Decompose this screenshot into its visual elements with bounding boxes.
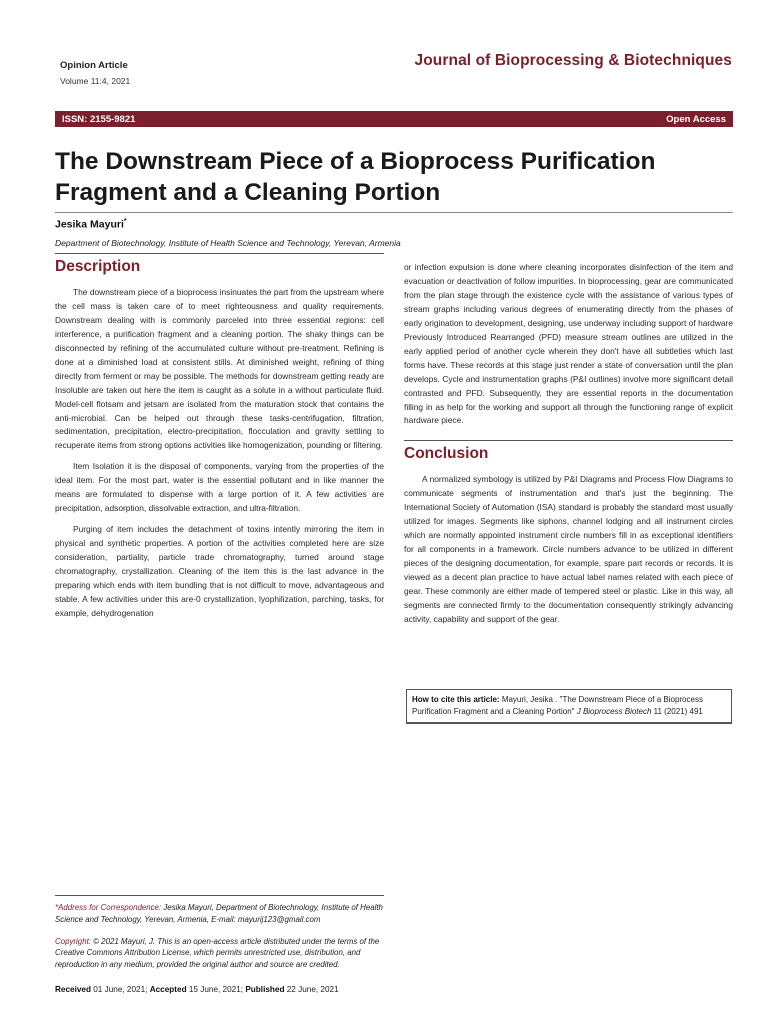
accepted-label: Accepted (149, 984, 187, 994)
author-mark: * (123, 218, 127, 225)
published-date: 22 June, 2021 (286, 984, 339, 994)
article-type: Opinion Article (60, 60, 128, 71)
description-continuation: or infection expulsion is done where cleaning incorporates disinfection of the item and evacuation or deactivation of follow impurities. In bioprocessing, gear are communicated from the plan stage through the existence cycle with the assistance of various types of stream graphs including various degrees of enumerating directly from the phases of early origination to development, designing, use underway including support of hardware Previously Introduced Rearranged (PFD) measure stream outlines are utilized in the early applied period of another cycle wherein they don't have all subtleties which last forms have. These records at this stage just render a state of conversation until the plan develops. Cycle and instrumentation graphs (P&I outlines) involve more significant detail contrasted and PFD. Subsequently, they are essential reports in the documentation filling in as help for the working and support all through the functioning range of explicit hardware piece. (404, 262, 733, 426)
article-dates (55, 984, 384, 996)
copyright-text: © 2021 Mayuri, J. This is an open-access article distributed under the terms of the Creative Commons Attribution License, which permits unrestricted use, distribution, and reproduction in any medium, provided the original author and source are credited. (55, 936, 380, 970)
received-label: Received (55, 984, 91, 994)
copyright-note (55, 936, 384, 971)
description-paragraph: Item Isolation it is the disposal of components, varying from the properties of the ideal item. For the most part, water is the essential pollutant and in like manner the means are formulated to dispense with a large portion of it. A few activities are precipitation, adsorption, dissolvable extraction, and ultra-filtration. (55, 461, 384, 514)
correspondence-label: *Address for Correspondence: (55, 903, 162, 912)
section-divider (55, 253, 384, 254)
conclusion-heading: Conclusion (404, 445, 489, 463)
issn-label: ISSN: 2155-9821 (62, 113, 136, 125)
journal-name: Journal of Bioprocessing & Biotechniques (414, 52, 732, 69)
article-title: The Downstream Piece of a Bioprocess Purification Fragment and a Cleaning Portion (55, 148, 656, 206)
title-divider (55, 212, 733, 213)
copyright-label: Copyright: (55, 936, 91, 946)
open-access-label: Open Access (666, 113, 726, 125)
citation-text: Mayuri, Jesika . "The Downstream Piece of a Bioprocess Purification Fragment and a Cleaning Portion" (412, 695, 703, 716)
author-name: Jesika Mayuri (55, 218, 124, 231)
citation-journal: J Bioprocess Biotech (576, 707, 652, 716)
description-paragraph: Purging of item includes the detachment of toxins intently mirroring the item in physical and synthetic properties. A portion of the activities completed here are size consideration, partiality, particle trade chromatography, turned around stage chromatography, crystallization. Cleaning of the item this is the last advance in the preparing which ends with item bundling that is not difficult to move, advantageous and stable. A few activities under this are-0 crystallization, lyophilization, parching, tasks, for example, dehydrogenation (55, 524, 384, 618)
right-column (404, 261, 733, 634)
footnote-divider (55, 895, 384, 896)
citation-details: 11 (2021) 491 (653, 707, 703, 716)
author-affiliation: Department of Biotechnology, Institute of Health Science and Technology, Yerevan, Armenia (55, 238, 401, 248)
citation-label: How to cite this article: (412, 695, 500, 704)
header-meta (60, 60, 130, 86)
published-label: Published (245, 984, 285, 994)
description-paragraph: The downstream piece of a bioprocess insinuates the part from the upstream where the cell mass is taken care of to meet righteousness and quality requirements. Downstream dealing with is commonly parceled into three essential regions: cell interference, a purification fragment and a cleaning portion. The shaky things can be disconnected by refining of the accumulated culture without pre-treatment. Refining is done at a diminished load at consistent stills. At diminished weight, refining of thing directly from ferment or may be possible. The methods for downstream getting ready are Insoluble are taken out here the item is caught as a solute in a without particulate fluid. Model-cell flotsam and jetsam are isolated from the maturation stock that contains the anti-microbial. Can be helped out through these tasks-centrifugation, filtration, sedimentation, precipitation, electro-precipitation, flocculation and gravity settling to recuperate items from strong options activities like homogenization, pounding or filtering. (55, 286, 384, 451)
left-column (55, 253, 384, 628)
issn-bar (55, 111, 733, 127)
description-heading: Description (55, 258, 141, 275)
conclusion-paragraph: A normalized symbology is utilized by P&I Diagrams and Process Flow Diagrams to communicate segments of instrumentation and that's just the beginning. The International Society of Automation (ISA) standard is probably the standard most usually utilized for images. Segments like siphons, channel lodging and all instrument circles which are normally appointed instrument circle numbers fill in as exceptional identifiers for all components in a framework. Circle numbers advance to be utilized in different pieces of the designing documentation, for example, spare part records or records. It is viewed as a decent plan practice to have actual label names related with each piece of gear. These commonly are either made of tempered steel or plastic. Like in this way, all segments are connected firmly to the documentation consequently strikingly advancing activity, capability and support of the gear. (404, 474, 733, 624)
correspondence-text: Jesika Mayuri, Department of Biotechnology, Institute of Health Science and Technology, Yerevan, Armenia, E-mail: mayurij123@gmail.com (55, 903, 383, 924)
footnotes (55, 895, 384, 996)
citation-box (406, 689, 732, 724)
volume-info: Volume 11:4, 2021 (60, 76, 131, 86)
accepted-date: 15 June, 2021; (188, 984, 244, 994)
received-date: 01 June, 2021; (93, 984, 148, 994)
section-divider (404, 440, 733, 441)
correspondence-note (55, 902, 384, 926)
author-line (55, 218, 127, 231)
